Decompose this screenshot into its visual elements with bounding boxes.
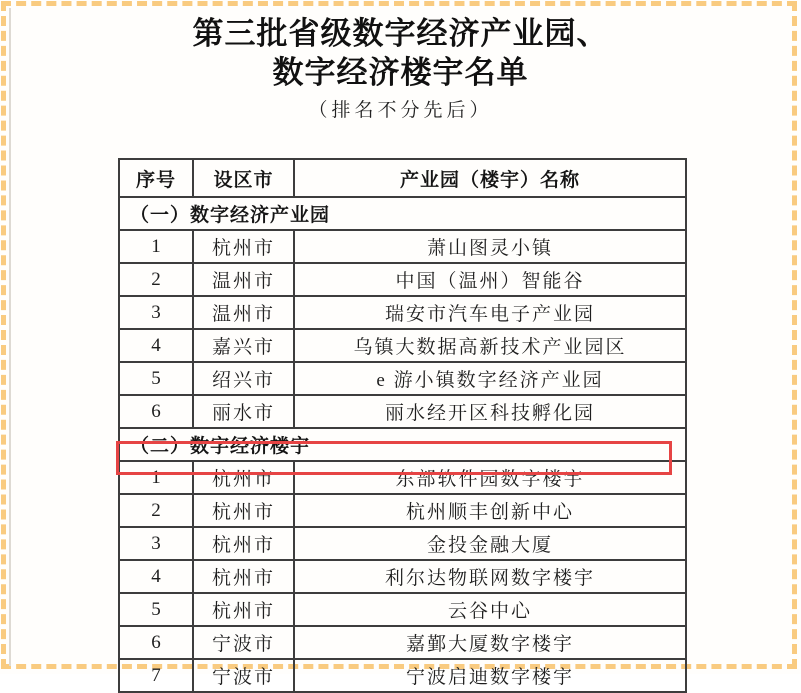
title-line-1: 第三批省级数字经济产业园、	[192, 16, 609, 51]
cell-city: 杭州市	[193, 230, 294, 263]
cell-city: 宁波市	[193, 626, 294, 659]
cell-no: 7	[119, 659, 193, 692]
table-row-highlighted	[119, 461, 686, 494]
cell-no: 4	[119, 329, 193, 362]
table-row	[119, 329, 686, 362]
cell-no: 5	[119, 362, 193, 395]
table-row	[119, 395, 686, 428]
cell-no: 3	[119, 527, 193, 560]
table-row	[119, 296, 686, 329]
cell-city: 温州市	[193, 263, 294, 296]
cell-name: 中国（温州）智能谷	[294, 263, 686, 296]
cell-no: 6	[119, 395, 193, 428]
cell-name: 宁波启迪数字楼宇	[294, 659, 686, 692]
table-header-row	[119, 159, 686, 197]
cell-city: 杭州市	[193, 494, 294, 527]
table-row	[119, 560, 686, 593]
cell-city: 杭州市	[193, 461, 294, 494]
section-2-label: （二）数字经济楼宇	[119, 428, 686, 461]
cell-name: 东部软件园数字楼宇	[294, 461, 686, 494]
table-row	[119, 230, 686, 263]
section-1-row	[119, 197, 686, 230]
cell-name: 云谷中心	[294, 593, 686, 626]
col-header-name: 产业园（楼宇）名称	[294, 159, 686, 197]
table-row	[119, 659, 686, 692]
cell-name: 利尔达物联网数字楼宇	[294, 560, 686, 593]
cell-no: 1	[119, 461, 193, 494]
table-row	[119, 593, 686, 626]
section-2-row	[119, 428, 686, 461]
cell-city: 宁波市	[193, 659, 294, 692]
cell-name: 杭州顺丰创新中心	[294, 494, 686, 527]
cell-no: 4	[119, 560, 193, 593]
cell-no: 2	[119, 263, 193, 296]
table-row	[119, 263, 686, 296]
list-table	[118, 158, 687, 693]
cell-name: 金投金融大厦	[294, 527, 686, 560]
cell-no: 5	[119, 593, 193, 626]
cell-city: 杭州市	[193, 560, 294, 593]
document-title	[0, 14, 801, 92]
cell-no: 6	[119, 626, 193, 659]
cell-no: 1	[119, 230, 193, 263]
table-row	[119, 626, 686, 659]
cell-city: 温州市	[193, 296, 294, 329]
cell-city: 杭州市	[193, 527, 294, 560]
cell-name: 嘉鄞大厦数字楼宇	[294, 626, 686, 659]
cell-name: 瑞安市汽车电子产业园	[294, 296, 686, 329]
cell-name: 丽水经开区科技孵化园	[294, 395, 686, 428]
cell-city: 杭州市	[193, 593, 294, 626]
document-subtitle: （排名不分先后）	[308, 100, 493, 121]
cell-city: 丽水市	[193, 395, 294, 428]
cell-city: 嘉兴市	[193, 329, 294, 362]
section-1-label: （一）数字经济产业园	[119, 197, 686, 230]
cell-no: 2	[119, 494, 193, 527]
col-header-no: 序号	[119, 159, 193, 197]
cell-name: 萧山图灵小镇	[294, 230, 686, 263]
table-row	[119, 494, 686, 527]
col-header-city: 设区市	[193, 159, 294, 197]
table-row	[119, 362, 686, 395]
title-line-2: 数字经济楼宇名单	[272, 55, 529, 90]
cell-name: 乌镇大数据高新技术产业园区	[294, 329, 686, 362]
cell-name: e 游小镇数字经济产业园	[294, 362, 686, 395]
cell-city: 绍兴市	[193, 362, 294, 395]
cell-no: 3	[119, 296, 193, 329]
table-row	[119, 527, 686, 560]
